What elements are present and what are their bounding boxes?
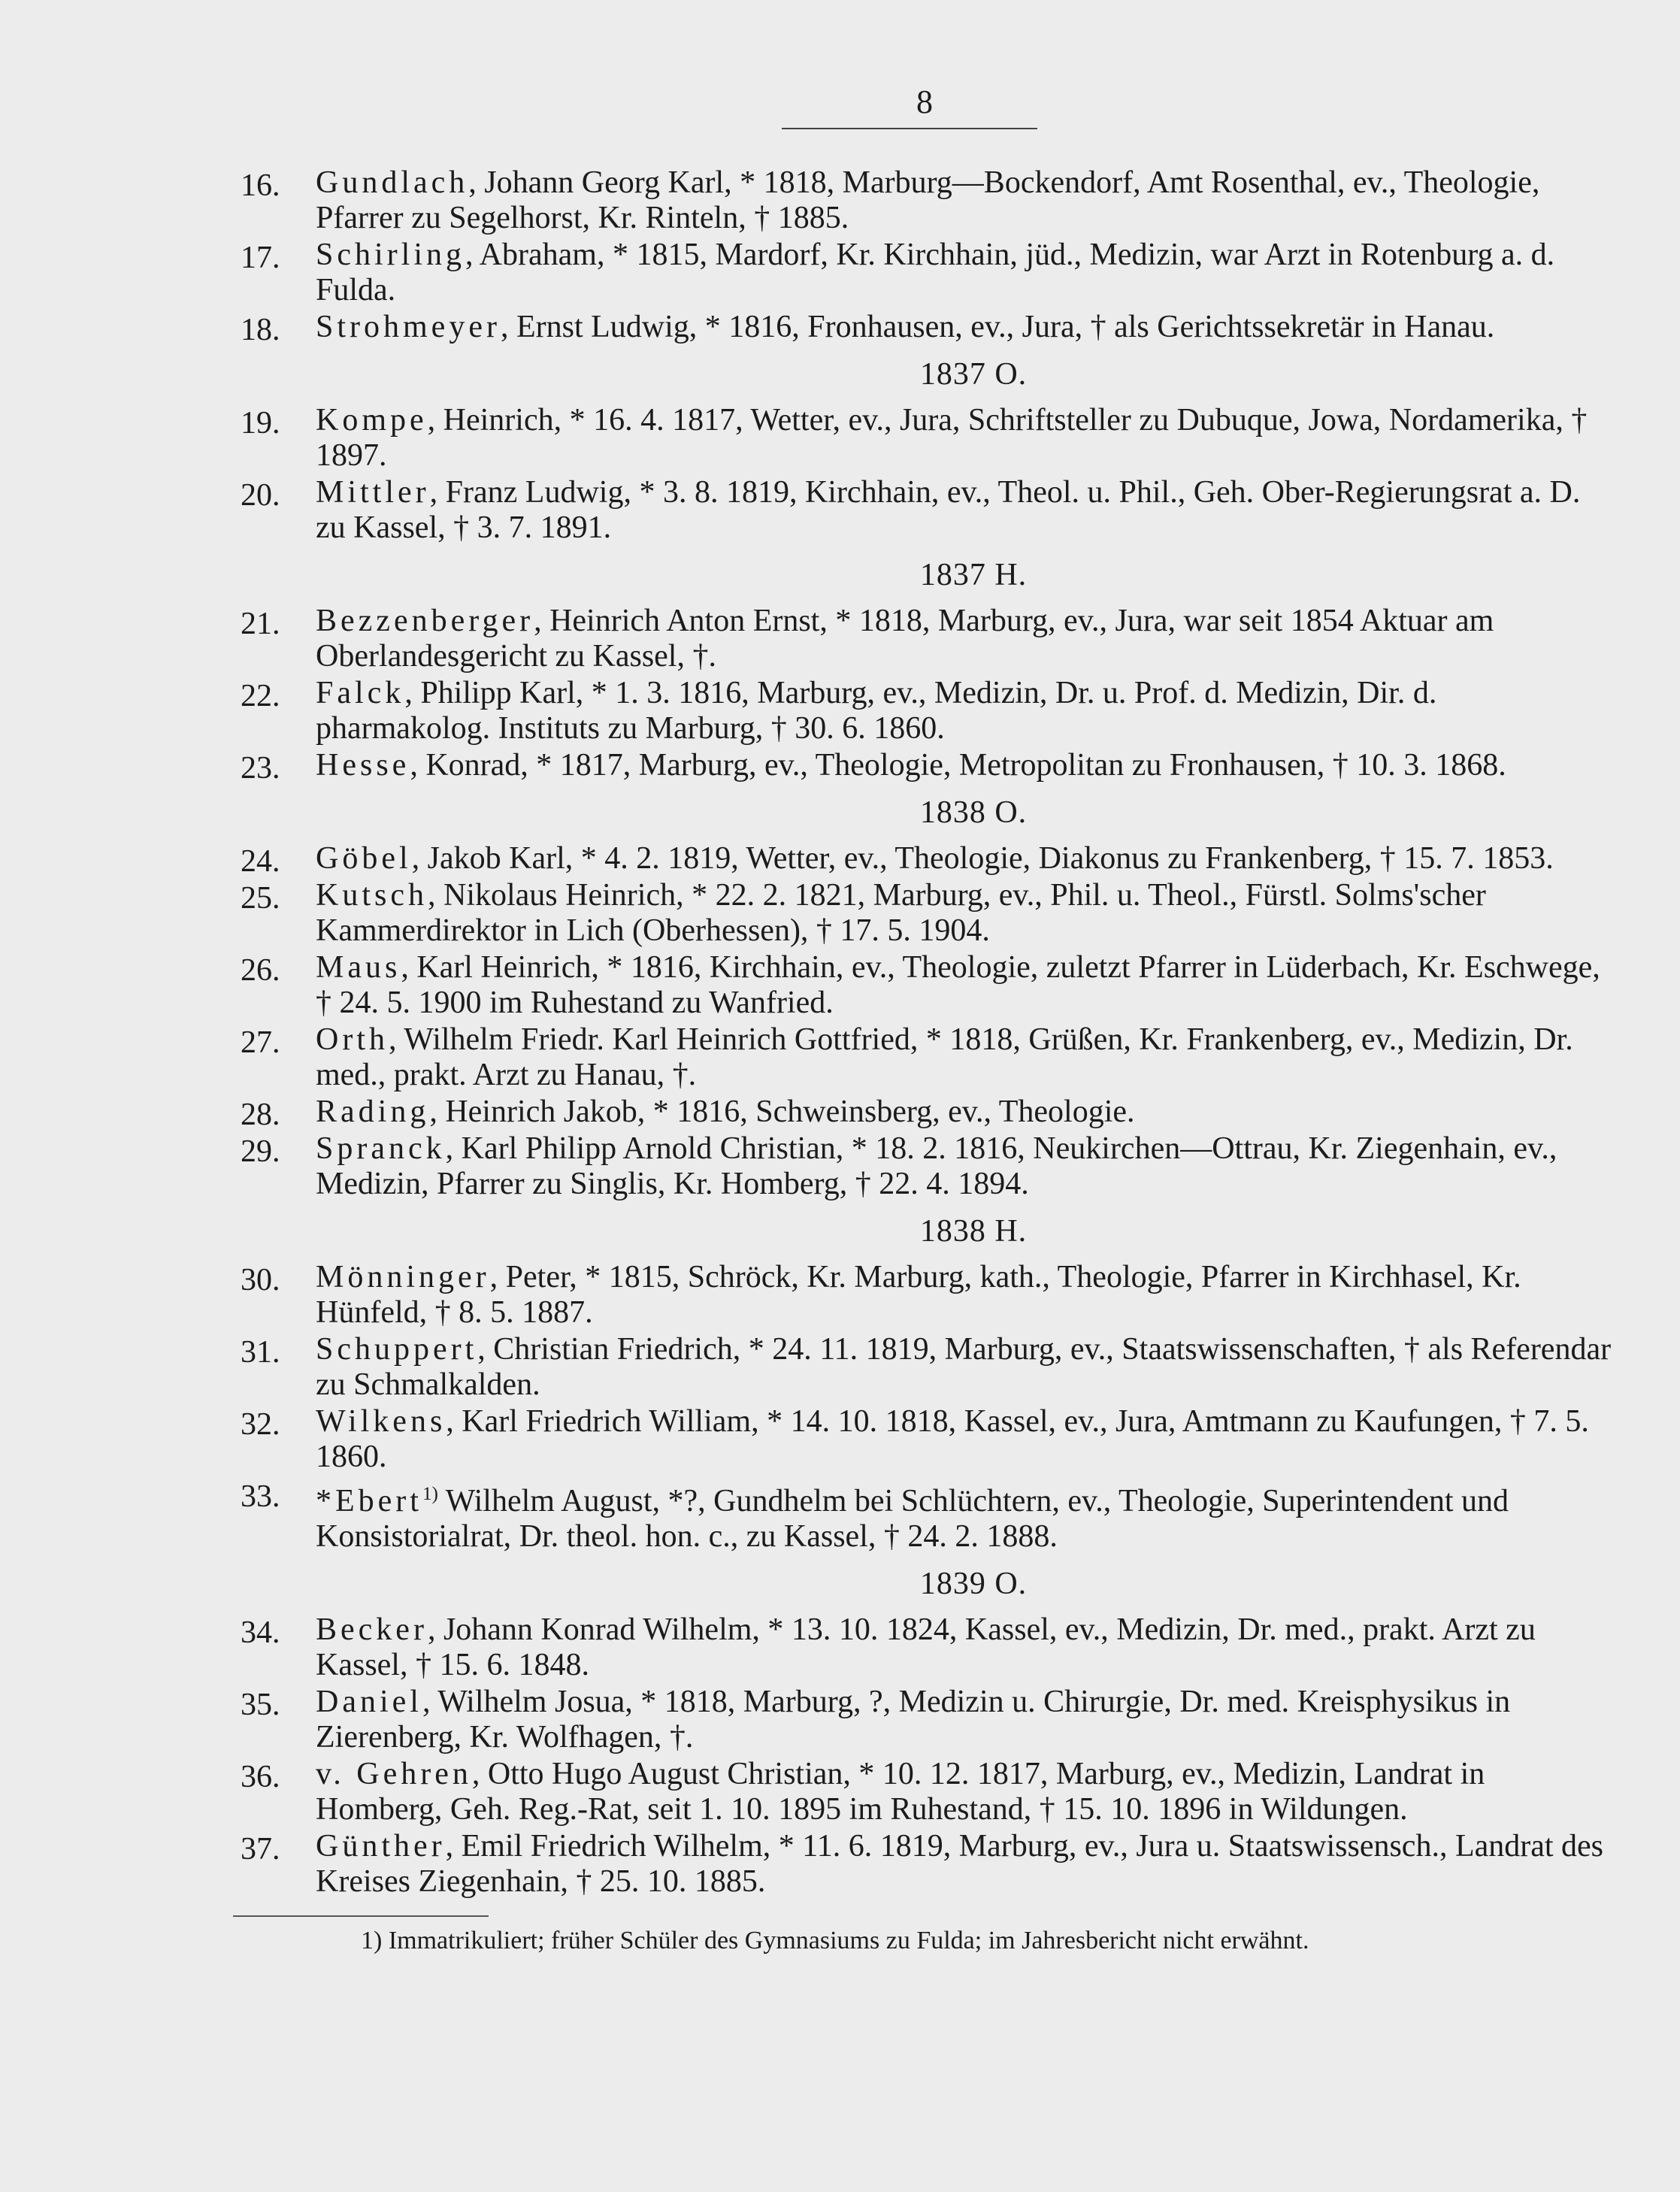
entry-number: 35.: [241, 1688, 280, 1722]
entry-number: 37.: [241, 1832, 280, 1867]
footnote-marker: 1): [361, 1927, 383, 1954]
entry-number: 25.: [241, 881, 280, 916]
entry-text: , Johann Konrad Wilhelm, * 13. 10. 1824, Kassel, ev., Medizin, Dr. med., prakt. Arzt zu Kassel, † 15. 6. 1848.: [316, 1612, 1536, 1682]
entry-number: 29.: [241, 1134, 280, 1169]
footnote: [361, 1926, 1609, 1956]
entry-name: Orth: [316, 1022, 389, 1057]
entry-name: Rading: [316, 1094, 430, 1129]
entry-text: , Heinrich Anton Ernst, * 1818, Marburg, ev., Jura, war seit 1854 Aktuar am Oberlandesgericht zu Kassel, †.: [316, 604, 1494, 674]
entry-text: Wilhelm August, *?, Gundhelm bei Schlüchtern, ev., Theologie, Superintendent und Konsistorialrat, Dr. theol. hon. c., zu Kassel, † 24. 2. 1888.: [316, 1484, 1509, 1554]
entry-number: 31.: [241, 1335, 280, 1370]
entry-text: , Heinrich Jakob, * 1816, Schweinsberg, ev., Theologie.: [429, 1094, 1135, 1129]
entry-name: Spranck: [316, 1131, 446, 1166]
entry-text: , Otto Hugo August Christian, * 10. 12. 1817, Marburg, ev., Medizin, Landrat in Homberg, Geh. Reg.-Rat, seit 1. 10. 1895 im Ruhestand, † 15. 10. 1896 in Wildungen.: [316, 1757, 1485, 1827]
entry-name: Becker: [316, 1612, 428, 1647]
entry-text: , Emil Friedrich Wilhelm, * 11. 6. 1819, Marburg, ev., Jura u. Staatswissensch., Landrat des Kreises Ziegenhain, † 25. 10. 1885.: [316, 1829, 1604, 1899]
semester-heading: 1838 O.: [919, 795, 1028, 830]
entry-number: 20.: [241, 478, 280, 513]
entry-number: 23.: [241, 751, 280, 786]
register-entry: [241, 238, 1616, 308]
semester-heading: 1839 O.: [919, 1567, 1028, 1601]
entry-text: , Abraham, * 1815, Mardorf, Kr. Kirchhain, jüd., Medizin, war Arzt in Rotenburg a. d. Fulda.: [316, 238, 1555, 307]
register-entry: [241, 1404, 1616, 1475]
entry-number: 24.: [241, 844, 280, 879]
entry-text: , Christian Friedrich, * 24. 11. 1819, Marburg, ev., Staatswissenschaften, † als Referendar zu Schmalkalden.: [316, 1332, 1612, 1402]
entry-text: , Johann Georg Karl, * 1818, Marburg—Bockendorf, Amt Rosenthal, ev., Theologie, Pfarrer zu Segelhorst, Kr. Rinteln, † 1885.: [316, 165, 1540, 235]
entry-name: Bezzenberger: [316, 604, 534, 638]
student-register-list: [241, 165, 1616, 1901]
entry-name: Falck: [316, 676, 405, 710]
entry-name: Göbel: [316, 841, 412, 876]
entry-name: Kompe: [316, 403, 428, 437]
entry-name: *Ebert: [316, 1484, 422, 1518]
entry-name: Wilkens: [316, 1404, 446, 1439]
entry-name: Schirling: [316, 238, 465, 272]
footnote-reference: 1): [422, 1484, 438, 1504]
entry-number: 28.: [241, 1098, 280, 1132]
entry-number: 19.: [241, 406, 280, 441]
footnote-text: Immatrikuliert; früher Schüler des Gymnasiums zu Fulda; im Jahresbericht nicht erwähnt.: [388, 1927, 1309, 1954]
register-entry: [241, 1131, 1616, 1202]
register-entry: [241, 841, 1616, 879]
header-rule: [782, 128, 1037, 129]
entry-text: , Wilhelm Josua, * 1818, Marburg, ?, Medizin u. Chirurgie, Dr. med. Kreisphysikus in Zierenberg, Kr. Wolfhagen, †.: [316, 1685, 1511, 1755]
entry-text: , Nikolaus Heinrich, * 22. 2. 1821, Marburg, ev., Phil. u. Theol., Fürstl. Solms'scher Kammerdirektor in Lich (Oberhessen), † 17. 5. 1904.: [316, 878, 1486, 948]
entry-number: 22.: [241, 679, 280, 713]
register-entry: [241, 1829, 1616, 1900]
entry-name: Mittler: [316, 475, 430, 510]
semester-heading: 1837 H.: [919, 558, 1028, 592]
register-entry: [241, 604, 1616, 674]
entry-name: Daniel: [316, 1685, 422, 1719]
entry-name: v. Gehren: [316, 1757, 472, 1791]
entry-name: Maus: [316, 950, 401, 985]
entry-name: Strohmeyer: [316, 310, 501, 344]
register-entry: [241, 950, 1616, 1021]
entry-text: , Heinrich, * 16. 4. 1817, Wetter, ev., Jura, Schriftsteller zu Dubuque, Jowa, Nordamerika, † 1897.: [316, 403, 1588, 473]
entry-number: 32.: [241, 1407, 280, 1442]
register-entry: [241, 1022, 1616, 1093]
entry-text: , Jakob Karl, * 4. 2. 1819, Wetter, ev., Theologie, Diakonus zu Frankenberg, † 15. 7. 1853.: [411, 841, 1554, 876]
entry-text: , Karl Friedrich William, * 14. 10. 1818, Kassel, ev., Jura, Amtmann zu Kaufungen, † 7. 5. 1860.: [316, 1404, 1589, 1474]
entry-text: , Philipp Karl, * 1. 3. 1816, Marburg, ev., Medizin, Dr. u. Prof. d. Medizin, Dir. d. pharmakolog. Instituts zu Marburg, † 30. 6. 1860.: [316, 676, 1437, 746]
entry-number: 16.: [241, 168, 280, 203]
register-entry: [241, 878, 1616, 949]
entry-number: 26.: [241, 953, 280, 988]
register-entry: [241, 676, 1616, 746]
entry-name: Hesse: [316, 748, 410, 783]
entry-number: 27.: [241, 1025, 280, 1060]
entry-text: , Konrad, * 1817, Marburg, ev., Theologie, Metropolitan zu Fronhausen, † 10. 3. 1868.: [410, 748, 1506, 783]
entry-number: 30.: [241, 1263, 280, 1297]
entry-number: 34.: [241, 1615, 280, 1650]
semester-heading: 1838 H.: [919, 1214, 1028, 1249]
footnote-rule: [233, 1915, 489, 1917]
register-entry: [241, 748, 1616, 786]
register-entry: [241, 1332, 1616, 1403]
page-number: 8: [916, 83, 933, 120]
register-entry: [241, 403, 1616, 474]
entry-number: 18.: [241, 313, 280, 347]
register-entry: [241, 1757, 1616, 1827]
entry-number: 36.: [241, 1760, 280, 1794]
entry-name: Schuppert: [316, 1332, 478, 1367]
entry-name: Mönninger: [316, 1260, 490, 1294]
register-entry: [241, 165, 1616, 236]
entry-number: 21.: [241, 607, 280, 641]
register-entry: [241, 1476, 1616, 1555]
entry-text: , Ernst Ludwig, * 1816, Fronhausen, ev., Jura, † als Gerichtssekretär in Hanau.: [500, 310, 1495, 344]
register-entry: [241, 1685, 1616, 1755]
register-entry: [241, 1094, 1616, 1130]
entry-number: 33.: [241, 1479, 280, 1514]
entry-name: Günther: [316, 1829, 446, 1864]
entry-text: , Karl Heinrich, * 1816, Kirchhain, ev., Theologie, zuletzt Pfarrer in Lüderbach, Kr. Eschwege, † 24. 5. 1900 im Ruhestand zu Wanfried.: [316, 950, 1600, 1020]
entry-text: , Wilhelm Friedr. Karl Heinrich Gottfried, * 1818, Grüßen, Kr. Frankenberg, ev., Medizin, Dr. med., prakt. Arzt zu Hanau, †.: [316, 1022, 1573, 1092]
entry-name: Gundlach: [316, 165, 469, 200]
register-entry: [241, 310, 1616, 345]
semester-heading: 1837 O.: [919, 357, 1028, 392]
entry-text: , Karl Philipp Arnold Christian, * 18. 2. 1816, Neukirchen—Ottrau, Kr. Ziegenhain, ev., Medizin, Pfarrer zu Singlis, Kr. Homberg, † 22. 4. 1894.: [316, 1131, 1557, 1201]
register-entry: [241, 475, 1616, 546]
register-entry: [241, 1612, 1616, 1683]
entry-name: Kutsch: [316, 878, 428, 913]
entry-number: 17.: [241, 241, 280, 275]
entry-text: , Franz Ludwig, * 3. 8. 1819, Kirchhain, ev., Theol. u. Phil., Geh. Ober-Regierungsrat a. D. zu Kassel, † 3. 7. 1891.: [316, 475, 1581, 545]
entry-text: , Peter, * 1815, Schröck, Kr. Marburg, kath., Theologie, Pfarrer in Kirchhasel, Kr. Hünfeld, † 8. 5. 1887.: [316, 1260, 1521, 1330]
register-entry: [241, 1260, 1616, 1331]
